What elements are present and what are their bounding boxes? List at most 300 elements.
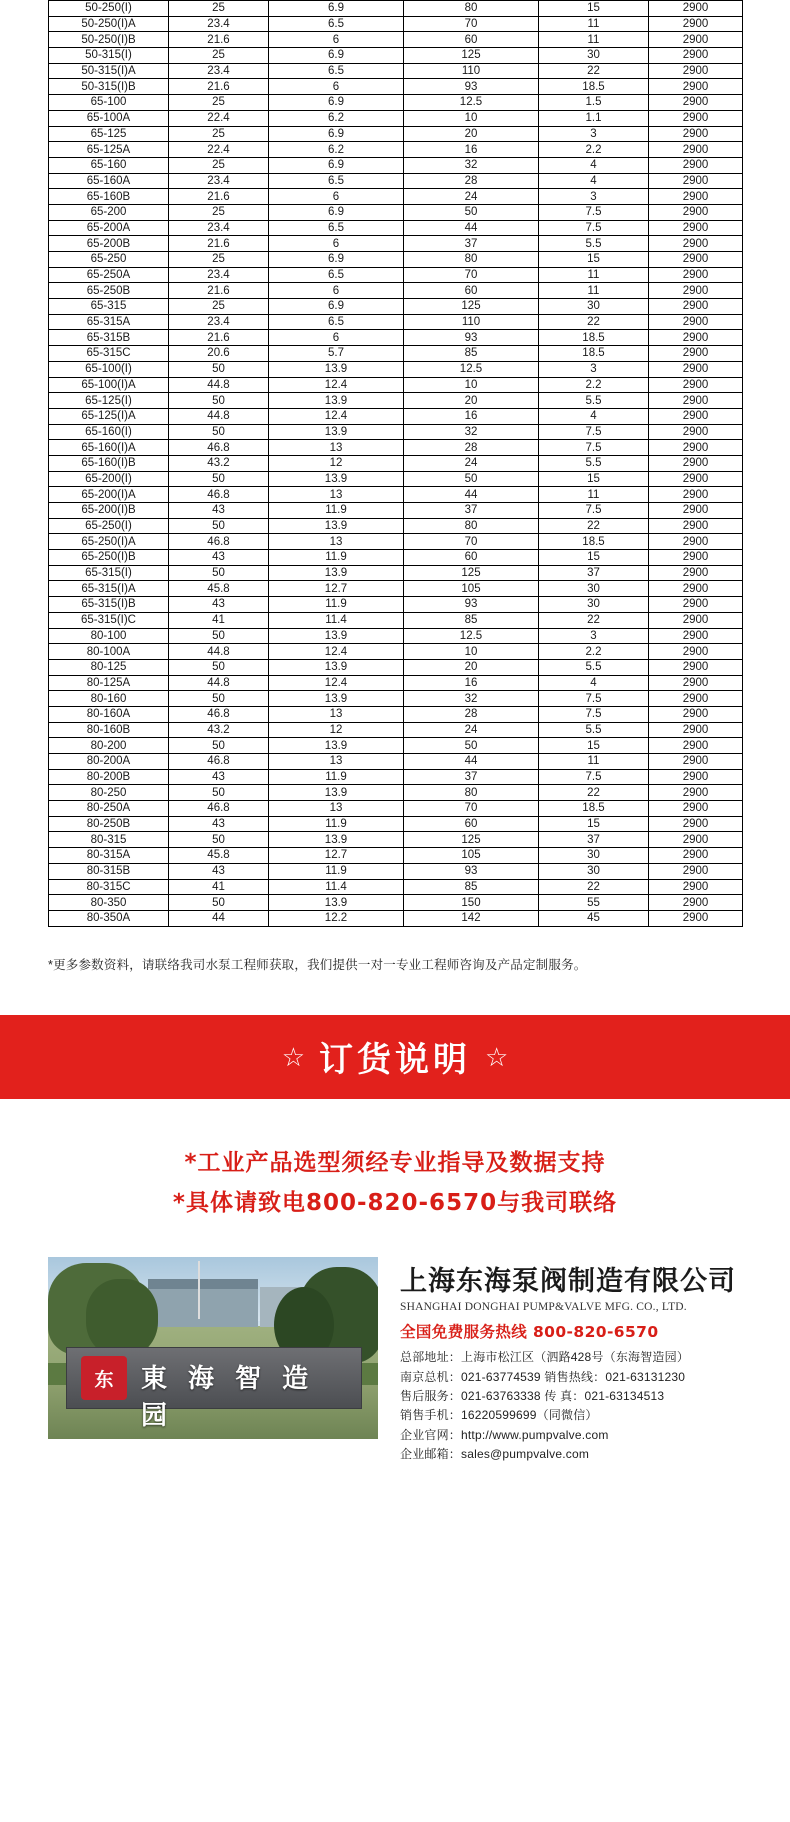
contact-line: 南京总机：021-63774539 销售热线：021-63131230 [400,1369,686,1384]
cell-value: 3 [539,361,649,377]
cell-value: 20 [404,659,539,675]
table-row [49,267,743,283]
cell-value: 2.2 [539,142,649,158]
cell-value: 85 [404,612,539,628]
cell-value: 2900 [649,142,743,158]
cell-value: 6.2 [269,142,404,158]
cell-value: 13 [269,754,404,770]
table-row [49,565,743,581]
cell-value: 13.9 [269,785,404,801]
cell-value: 2900 [649,754,743,770]
cell-value: 13 [269,801,404,817]
cell-value: 125 [404,832,539,848]
cell-value: 11.9 [269,769,404,785]
cell-value: 12.4 [269,377,404,393]
cell-value: 21.6 [169,189,269,205]
table-row [49,361,743,377]
cell-value: 50 [169,565,269,581]
table-row [49,785,743,801]
cell-value: 6.2 [269,110,404,126]
cell-value: 2900 [649,220,743,236]
order-instructions-banner [0,1015,790,1099]
cell-value: 46.8 [169,754,269,770]
cell-value: 70 [404,801,539,817]
cell-value: 2900 [649,848,743,864]
cell-value: 46.8 [169,801,269,817]
table-row [49,157,743,173]
cell-value: 10 [404,644,539,660]
table-row [49,1,743,17]
cell-value: 13.9 [269,659,404,675]
cell-value: 25 [169,48,269,64]
cell-value: 22.4 [169,142,269,158]
cell-value: 37 [539,832,649,848]
cell-value: 41 [169,879,269,895]
cell-value: 2900 [649,32,743,48]
cell-model: 80-350A [49,910,169,926]
cell-value: 22 [539,518,649,534]
cell-model: 65-250A [49,267,169,283]
cell-value: 12.7 [269,848,404,864]
cell-value: 43 [169,550,269,566]
cell-value: 13.9 [269,565,404,581]
cell-value: 16 [404,408,539,424]
table-row [49,32,743,48]
entrance-signage-wall [66,1347,362,1432]
cell-value: 24 [404,455,539,471]
cell-value: 46.8 [169,706,269,722]
cell-model: 65-125(I)A [49,408,169,424]
cell-value: 44.8 [169,377,269,393]
cell-value: 30 [539,581,649,597]
cell-value: 7.5 [539,204,649,220]
cell-value: 50 [169,628,269,644]
cell-value: 7.5 [539,503,649,519]
cell-value: 43 [169,816,269,832]
cell-value: 11 [539,32,649,48]
cell-value: 13 [269,534,404,550]
cell-model: 65-315(I)C [49,612,169,628]
cell-value: 50 [169,895,269,911]
cell-value: 11.4 [269,879,404,895]
table-row [49,346,743,362]
cell-model: 50-315(I) [49,48,169,64]
cell-model: 65-100(I)A [49,377,169,393]
cell-value: 2900 [649,597,743,613]
service-hotline: 全国免费服务热线 800-820-6570 [400,1323,659,1342]
building-main [148,1279,258,1327]
cell-value: 2900 [649,769,743,785]
cell-value: 50 [404,204,539,220]
cell-value: 12 [269,455,404,471]
cell-value: 4 [539,173,649,189]
cell-value: 2.2 [539,377,649,393]
cell-value: 23.4 [169,63,269,79]
company-contact-lines [400,1348,742,1465]
cell-value: 6.5 [269,63,404,79]
cell-value: 44 [169,910,269,926]
cell-value: 10 [404,110,539,126]
cell-value: 37 [404,769,539,785]
cell-model: 80-315C [49,879,169,895]
table-row [49,863,743,879]
cell-value: 15 [539,252,649,268]
cell-value: 2900 [649,644,743,660]
cell-value: 13.9 [269,361,404,377]
table-row [49,895,743,911]
cell-value: 25 [169,299,269,315]
table-row [49,659,743,675]
cell-value: 93 [404,863,539,879]
table-row [49,48,743,64]
cell-value: 20.6 [169,346,269,362]
cell-value: 43 [169,769,269,785]
cell-value: 7.5 [539,424,649,440]
company-name-cn: 上海东海泵阀制造有限公司 [400,1266,736,1298]
call-to-action-block [0,1099,790,1258]
cell-value: 2900 [649,314,743,330]
cell-value: 50 [169,393,269,409]
contact-line: 企业邮箱：sales@pumpvalve.com [400,1447,590,1462]
footer [0,1257,790,1491]
cell-model: 65-200(I) [49,471,169,487]
cell-value: 30 [539,848,649,864]
cta-line-1: *工业产品选型须经专业指导及数据支持 [184,1149,606,1176]
cell-value: 28 [404,173,539,189]
cell-value: 18.5 [539,801,649,817]
cell-value: 110 [404,314,539,330]
cell-value: 22 [539,785,649,801]
cell-value: 85 [404,346,539,362]
cell-value: 2900 [649,204,743,220]
table-row [49,503,743,519]
cell-value: 6.9 [269,252,404,268]
cell-model: 80-250B [49,816,169,832]
cell-value: 5.5 [539,236,649,252]
cell-model: 65-250(I)B [49,550,169,566]
cell-value: 12.4 [269,644,404,660]
cell-value: 6 [269,79,404,95]
cell-model: 50-315(I)B [49,79,169,95]
cell-value: 12.7 [269,581,404,597]
cell-value: 23.4 [169,220,269,236]
cell-value: 46.8 [169,534,269,550]
cell-value: 105 [404,581,539,597]
cell-value: 7.5 [539,691,649,707]
cell-value: 85 [404,879,539,895]
cell-value: 2900 [649,346,743,362]
cell-value: 110 [404,63,539,79]
cell-value: 80 [404,785,539,801]
cell-value: 2900 [649,252,743,268]
cell-value: 41 [169,612,269,628]
table-row [49,204,743,220]
cell-value: 2900 [649,361,743,377]
cell-value: 50 [169,832,269,848]
cell-value: 2900 [649,659,743,675]
cell-value: 37 [404,503,539,519]
cell-value: 37 [404,236,539,252]
table-row [49,126,743,142]
cell-value: 3 [539,126,649,142]
cell-value: 60 [404,550,539,566]
cell-value: 18.5 [539,79,649,95]
table-row [49,220,743,236]
table-row [49,612,743,628]
cell-value: 13.9 [269,393,404,409]
cell-value: 70 [404,534,539,550]
cell-model: 65-100(I) [49,361,169,377]
cell-value: 50 [169,691,269,707]
cell-value: 43 [169,597,269,613]
cell-model: 65-125A [49,142,169,158]
cell-value: 12.5 [404,628,539,644]
cell-value: 93 [404,79,539,95]
cell-model: 80-250A [49,801,169,817]
cell-model: 65-315(I) [49,565,169,581]
cell-value: 13.9 [269,691,404,707]
cell-value: 6.9 [269,48,404,64]
table-row [49,550,743,566]
cell-value: 2900 [649,110,743,126]
cell-value: 5.7 [269,346,404,362]
cell-value: 12.4 [269,408,404,424]
cell-value: 2900 [649,675,743,691]
cell-value: 70 [404,267,539,283]
cell-value: 13.9 [269,424,404,440]
cell-value: 2900 [649,377,743,393]
cell-value: 2900 [649,95,743,111]
cell-value: 2900 [649,895,743,911]
cell-value: 2900 [649,722,743,738]
table-row [49,848,743,864]
cell-model: 80-100 [49,628,169,644]
cell-value: 23.4 [169,16,269,32]
tree-left-back [86,1279,158,1357]
cell-value: 2900 [649,455,743,471]
cell-value: 55 [539,895,649,911]
cell-value: 24 [404,722,539,738]
cell-model: 65-160 [49,157,169,173]
cell-value: 46.8 [169,487,269,503]
cell-value: 5.5 [539,659,649,675]
banner-title: 订货说明 [319,1040,471,1081]
cell-value: 2900 [649,738,743,754]
table-row [49,597,743,613]
cell-value: 11 [539,283,649,299]
cell-value: 6.5 [269,314,404,330]
cell-value: 11.9 [269,503,404,519]
cell-value: 21.6 [169,330,269,346]
cell-model: 80-160B [49,722,169,738]
table-row [49,283,743,299]
cell-value: 25 [169,252,269,268]
table-row [49,79,743,95]
cell-model: 65-315B [49,330,169,346]
cell-value: 7.5 [539,769,649,785]
table-row [49,173,743,189]
cell-value: 2.2 [539,644,649,660]
cell-value: 2900 [649,801,743,817]
cell-value: 1.5 [539,95,649,111]
contact-line: 企业官网：http://www.pumpvalve.com [400,1427,609,1442]
cell-value: 44 [404,487,539,503]
cell-value: 25 [169,204,269,220]
cell-value: 2900 [649,487,743,503]
cell-value: 2900 [649,16,743,32]
cell-value: 6 [269,283,404,299]
cell-value: 21.6 [169,32,269,48]
cell-value: 2900 [649,471,743,487]
cell-value: 2900 [649,628,743,644]
table-row [49,440,743,456]
cell-model: 80-315A [49,848,169,864]
cell-value: 44.8 [169,644,269,660]
cell-value: 46.8 [169,440,269,456]
cell-value: 2900 [649,816,743,832]
cell-value: 20 [404,393,539,409]
cell-value: 13 [269,487,404,503]
cell-model: 65-250(I)A [49,534,169,550]
cell-value: 2900 [649,503,743,519]
cell-model: 65-100 [49,95,169,111]
table-row [49,142,743,158]
cell-model: 65-315 [49,299,169,315]
cell-value: 10 [404,377,539,393]
cell-value: 2900 [649,330,743,346]
table-row [49,95,743,111]
cell-model: 65-315C [49,346,169,362]
cell-value: 23.4 [169,314,269,330]
table-row [49,408,743,424]
cell-model: 65-125 [49,126,169,142]
cell-model: 65-200(I)A [49,487,169,503]
cell-value: 15 [539,471,649,487]
table-row [49,832,743,848]
cell-value: 2900 [649,518,743,534]
cell-value: 93 [404,597,539,613]
cell-model: 65-315(I)A [49,581,169,597]
cell-value: 2900 [649,612,743,628]
cell-model: 80-315B [49,863,169,879]
pump-spec-table [48,0,743,927]
cell-value: 150 [404,895,539,911]
cell-value: 6.5 [269,16,404,32]
flagpole [198,1261,200,1319]
cell-value: 6.9 [269,1,404,17]
cell-value: 80 [404,252,539,268]
cell-value: 43.2 [169,722,269,738]
cell-value: 7.5 [539,220,649,236]
cell-value: 45.8 [169,848,269,864]
cell-value: 80 [404,518,539,534]
cell-value: 11 [539,754,649,770]
table-row [49,424,743,440]
cell-value: 2900 [649,550,743,566]
cell-value: 44.8 [169,408,269,424]
factory-photo [48,1257,378,1439]
cell-value: 5.5 [539,393,649,409]
cell-value: 44 [404,754,539,770]
cell-value: 4 [539,408,649,424]
cell-value: 43.2 [169,455,269,471]
cell-value: 13.9 [269,738,404,754]
cell-value: 30 [539,863,649,879]
cell-value: 4 [539,157,649,173]
cell-value: 13.9 [269,518,404,534]
table-row [49,581,743,597]
cell-value: 32 [404,424,539,440]
cell-value: 2900 [649,691,743,707]
table-row [49,487,743,503]
cell-value: 28 [404,440,539,456]
cta-line-2: *具体请致电800-820-6570与我司联络 [172,1189,618,1216]
cell-model: 50-250(I)A [49,16,169,32]
company-name-en: SHANGHAI DONGHAI PUMP&VALVE MFG. CO., LTD. [400,1301,687,1314]
cell-value: 142 [404,910,539,926]
cell-value: 25 [169,95,269,111]
cell-value: 2900 [649,440,743,456]
cell-value: 50 [169,659,269,675]
cell-model: 80-315 [49,832,169,848]
cell-value: 20 [404,126,539,142]
table-row [49,801,743,817]
cell-value: 2900 [649,534,743,550]
cell-model: 65-125(I) [49,393,169,409]
cell-model: 65-160(I)B [49,455,169,471]
cell-value: 21.6 [169,236,269,252]
cell-value: 5.5 [539,722,649,738]
cell-value: 50 [404,471,539,487]
cell-value: 6.9 [269,204,404,220]
cell-value: 11.9 [269,550,404,566]
cell-value: 5.5 [539,455,649,471]
cell-value: 2900 [649,393,743,409]
cell-value: 45.8 [169,581,269,597]
signage-text: 東 海 智 造 园 [141,1364,315,1432]
cell-value: 24 [404,189,539,205]
table-row [49,314,743,330]
cell-value: 80 [404,1,539,17]
cell-value: 43 [169,863,269,879]
cell-value: 2900 [649,157,743,173]
cell-value: 60 [404,816,539,832]
table-row [49,691,743,707]
cell-model: 80-200B [49,769,169,785]
cell-value: 28 [404,706,539,722]
cell-value: 12.4 [269,675,404,691]
cell-value: 50 [169,518,269,534]
spec-table-body [49,1,743,927]
cell-value: 2900 [649,785,743,801]
cell-value: 15 [539,738,649,754]
cell-value: 60 [404,32,539,48]
cell-value: 2900 [649,879,743,895]
cell-model: 65-160B [49,189,169,205]
cell-value: 2900 [649,1,743,17]
cell-value: 6.9 [269,157,404,173]
cell-value: 1.1 [539,110,649,126]
cell-value: 13 [269,440,404,456]
table-row [49,299,743,315]
table-row [49,189,743,205]
cell-value: 23.4 [169,173,269,189]
cell-value: 22.4 [169,110,269,126]
cell-value: 70 [404,16,539,32]
cell-value: 6 [269,32,404,48]
cell-value: 32 [404,691,539,707]
cell-value: 6.9 [269,299,404,315]
